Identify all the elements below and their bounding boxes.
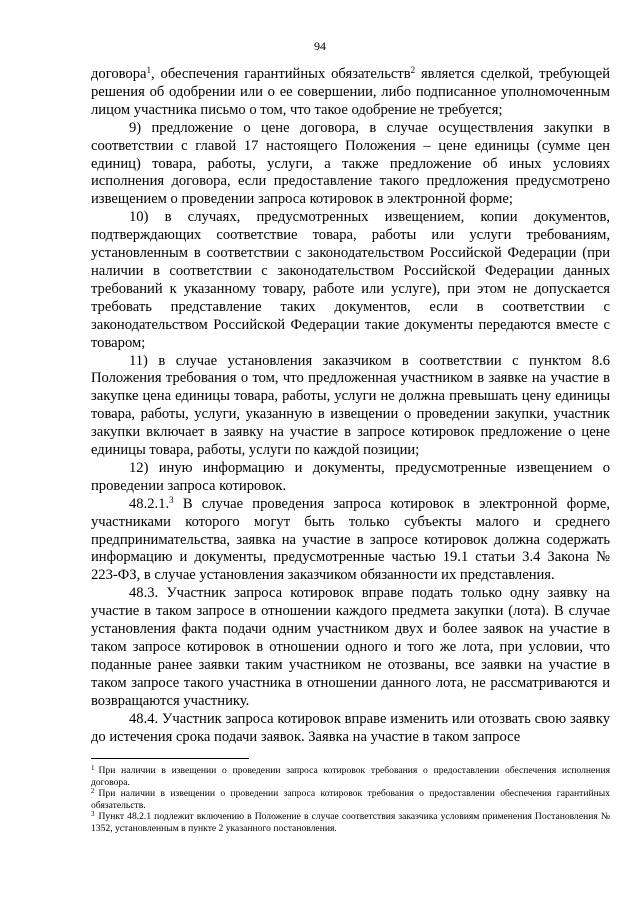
paragraph-48-2-1 bbox=[91, 496, 610, 586]
clause-text: В случае проведения запроса котировок в электронной форме, участниками которого могут быть только субъекты малого и среднего предпринимательства, заявка на участие в запросе котировок должна содержать информацию и документы, предусмотренные частью 19.1 статьи 3.4 Закона № 223-ФЗ, в случае установления заказчиком обязанности их представления. bbox=[91, 495, 610, 584]
footnote-3 bbox=[91, 811, 610, 834]
footnote-text: При наличии в извещении о проведении запроса котировок требования о предоставлении обеспечения исполнения договора. bbox=[91, 765, 610, 788]
footnotes bbox=[91, 765, 610, 835]
page-number: 94 bbox=[314, 39, 326, 53]
paragraph-item-10: 10) в случаях, предусмотренных извещением, копии документов, подтверждающих соответствие товара, работы или услуги требованиям, установленным в соответствии с законодательством Российской Федерации (при наличии в соответствии с законодательством Российской Федерации данных требований к указанному товару, работе или услуге), при этом не допускается требовать представление таких документов, если в соответствии с законодательством Российской Федерации такие документы передаются вместе с товаром; bbox=[91, 209, 610, 351]
clause-number: 48.2.1. bbox=[129, 495, 170, 512]
paragraph-text-end: является сделкой, требующей решения об одобрении или о ее совершении, либо подписанное уполномоченным лицом участника письмо о том, что такое одобрение не требуется; bbox=[91, 66, 611, 118]
footnote-ref-1: 1 bbox=[146, 65, 152, 75]
footnote-ref-2: 2 bbox=[410, 65, 416, 75]
footnote-text: Пункт 48.2.1 подлежит включению в Положение в случае соответствия заказчика условиям применения Постановления № 1352, установленным в пункте 2 указанного постановления. bbox=[91, 811, 610, 834]
footnote-mark: 3 bbox=[91, 810, 95, 819]
footnote-text: При наличии в извещении о проведении запроса котировок требования о предоставлении обеспечения гарантийных обязательств. bbox=[91, 788, 610, 811]
footnote-1 bbox=[91, 765, 610, 788]
body-text bbox=[91, 66, 610, 746]
footnote-ref-3: 3 bbox=[169, 494, 174, 505]
footnote-2 bbox=[91, 788, 610, 811]
paragraph-48-3: 48.3. Участник запроса котировок вправе подать только одну заявку на участие в таком запросе в отношении каждого предмета закупки (лота). В случае установления факта подачи одним участником двух и более заявок на участие в таком запросе котировок в отношении одного и того же лота, при условии, что поданные ранее заявки таким участником не отозваны, все заявки на участие в таком запросе такого участника в отношении данного лота, не рассматриваются и возвращаются участнику. bbox=[91, 585, 610, 709]
paragraph-continuation bbox=[91, 66, 610, 120]
paragraph-text-start: договора bbox=[91, 66, 147, 82]
paragraph-48-4: 48.4. Участник запроса котировок вправе изменить или отозвать свою заявку до истечения срока подачи заявок. Заявка на участие в таком запросе bbox=[91, 710, 610, 745]
footnote-mark: 1 bbox=[91, 764, 95, 772]
footnote-mark: 2 bbox=[91, 787, 95, 796]
paragraph-item-12: 12) иную информацию и документы, предусмотренные извещением о проведении запроса котировок. bbox=[91, 459, 610, 494]
paragraph-item-9: 9) предложение о цене договора, в случае осуществления закупки в соответствии с главой 17 настоящего Положения – цене единицы (сумме цен единиц) товара, работы, услуги, а также предложение об иных условиях исполнения договора, если предоставление такого предложения предусмотрено извещением о проведении запроса котировок в электронной форме; bbox=[91, 119, 610, 208]
footnote-divider bbox=[91, 758, 249, 759]
paragraph-text-middle: , обеспечения гарантийных обязательств bbox=[151, 66, 411, 82]
paragraph-item-11: 11) в случае установления заказчиком в соответствии с пунктом 8.6 Положения требования о том, что предложенная участником в заявке на участие в закупке цена единицы товара, работы, услуги не должна превышать цену единицы товара, работы, услуги, указанную в извещении о проведении закупки, участник закупки включает в заявку на участие в запросе котировок предложение о цене единицы товара, работы, услуги по каждой позиции; bbox=[91, 352, 610, 459]
